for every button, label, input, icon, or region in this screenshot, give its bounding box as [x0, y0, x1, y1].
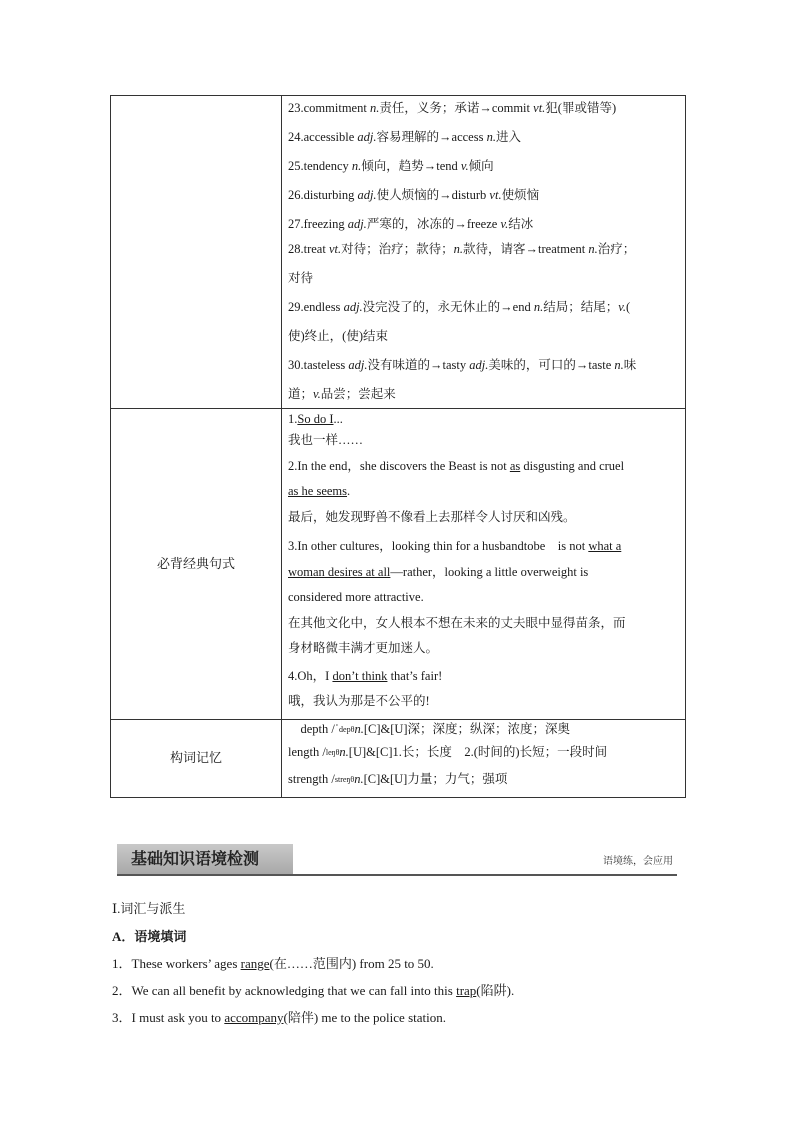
sentence-1: 1.So do I...: [288, 412, 343, 426]
sentence-3-cont2: considered more attractive.: [288, 590, 424, 604]
sentence-1-translation: 我也一样……: [288, 433, 364, 447]
sentence-3-translation-1: 在其他文化中，女人根本不想在未来的丈夫眼中显得苗条，而: [288, 615, 626, 630]
vocab-item-28: 28.treat vt.对待；治疗；款待；n.款待，请客→treatment n.治疗；: [288, 242, 636, 256]
sentence-4: 4.Oh，I don’t think that’s fair!: [288, 668, 443, 683]
vocabulary-list: [282, 96, 686, 409]
word-length: length /leŋθn.[U]&[C]1.长；长度 2.(时间的)长短；一段时间: [288, 744, 608, 759]
sentence-3: 3.In other cultures，looking thin for a husbandtobe is not what a: [288, 539, 622, 553]
sentence-2-translation: 最后，她发现野兽不像看上去那样令人讨厌和凶残。: [288, 509, 576, 524]
exercise-part-heading: A．语境填词: [112, 929, 187, 944]
sentence-4-translation: 哦，我认为那是不公平的!: [288, 694, 430, 708]
sentence-2-cont: as he seems.: [288, 484, 351, 498]
vocab-item-30-cont: 道；v.品尝；尝起来: [288, 387, 396, 401]
exercise-question-3: 3．I must ask you to accompany(陪伴) me to the police station.: [112, 1010, 446, 1025]
word-strength: strength /streŋθn.[C]&[U]力量；力气；强项: [288, 771, 508, 786]
sentence-list: [282, 409, 686, 720]
table-row-sentences: [111, 409, 686, 720]
vocab-item-29: 29.endless adj.没完没了的，永无休止的→end n.结局；结尾；v.(: [288, 300, 631, 314]
vocab-item: 26.disturbing adj.使人烦恼的→disturb vt.使烦恼: [288, 188, 540, 202]
vocab-item: 27.freezing adj.严寒的，冰冻的→freeze v.结冰: [288, 217, 534, 231]
vocab-item-29-cont: 使)终止，(使)结束: [288, 329, 388, 343]
vocab-item-28-cont: 对待: [288, 271, 314, 285]
sentence-3-cont: woman desires at all—rather，looking a little overweight is: [288, 564, 589, 579]
vocab-item: 24.accessible adj.容易理解的→access n.进入: [288, 130, 521, 144]
row-label-word-formation: 构词记忆: [111, 719, 282, 797]
row-label-sentences: 必背经典句式: [111, 409, 282, 720]
vocab-item-30: 30.tasteless adj.没有味道的→tasty adj.美味的，可口的→taste n.味: [288, 358, 637, 372]
table-row-vocabulary: [111, 96, 686, 409]
word-depth: depth /ˈdepθn.[C]&[U]深；深度；纵深；浓度；深奥: [288, 721, 571, 736]
vocab-item: 23.commitment n.责任，义务；承诺→commit vt.犯(罪或错等): [288, 101, 617, 115]
vocabulary-table: [110, 95, 686, 798]
vocab-item: 25.tendency n.倾向，趋势→tend v.倾向: [288, 159, 494, 173]
banner-subtitle: 语境练，会应用: [603, 856, 673, 867]
exercise-question-1: 1．These workers’ ages range(在……范围内) from 25 to 50.: [112, 956, 434, 971]
exercise-question-2: 2．We can all benefit by acknowledging that we can fall into this trap(陷阱).: [112, 983, 515, 998]
sentence-2: 2.In the end，she discovers the Beast is not as disgusting and cruel: [288, 458, 625, 473]
banner-title: 基础知识语境检测: [117, 844, 293, 874]
section-banner: [117, 844, 677, 876]
word-formation-list: [282, 719, 686, 797]
row-label-empty: [111, 96, 282, 409]
table-row-word-formation: [111, 719, 686, 797]
sentence-3-translation-2: 身材略微丰满才更加迷人。: [288, 641, 439, 655]
exercise-section-heading: Ⅰ.词汇与派生: [112, 901, 186, 916]
